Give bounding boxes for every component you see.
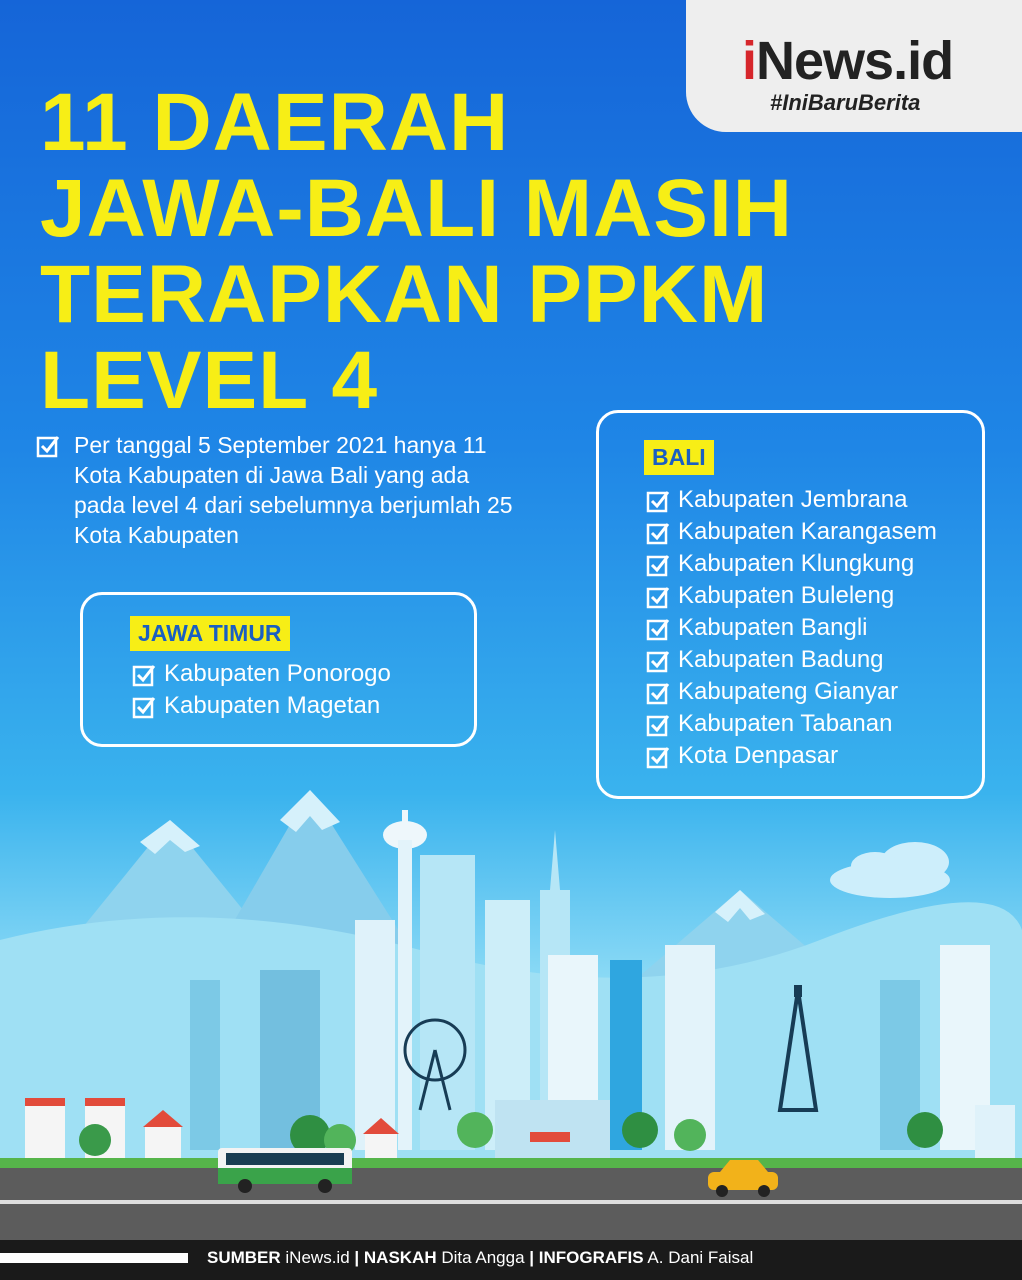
jatim-label: JAWA TIMUR [130, 616, 290, 651]
list-item [646, 708, 937, 740]
list-item [646, 548, 937, 580]
checkbox-icon [132, 663, 154, 685]
credit-separator: | [529, 1248, 535, 1267]
brand-logo-rest: News.id [756, 31, 954, 91]
list-item [646, 740, 937, 772]
headline-line-1: 11 DAERAH [40, 77, 510, 168]
list-item [646, 612, 937, 644]
credit-graphics-value: A. Dani Faisal [647, 1248, 754, 1267]
checkbox-icon [646, 745, 668, 767]
list-item-label: Kabupaten Ponorogo [164, 660, 391, 687]
brand-logo-prefix: i [742, 31, 757, 91]
bali-label: BALI [644, 440, 714, 475]
checkbox-icon [646, 521, 668, 543]
credit-separator: | [354, 1248, 360, 1267]
city-skyline-illustration [0, 780, 1022, 1240]
list-item-label: Kabupaten Karangasem [678, 518, 937, 545]
list-item [646, 580, 937, 612]
intro-text: Per tanggal 5 September 2021 hanya 11 Kota Kabupaten di Jawa Bali yang ada pada level 4 dari sebelumnya berjumlah 25 Kota Kabupaten [74, 432, 513, 548]
headline [40, 77, 793, 426]
checkbox-icon [646, 553, 668, 575]
checkbox-icon [646, 617, 668, 639]
headline-line-4: LEVEL 4 [40, 335, 379, 426]
checkbox-icon [36, 434, 58, 456]
checkbox-icon [132, 695, 154, 717]
list-item [646, 484, 937, 516]
checkbox-icon [646, 681, 668, 703]
headline-line-3: TERAPKAN PPKM [40, 249, 769, 340]
bali-list [646, 484, 937, 772]
brand-logo [742, 30, 972, 92]
list-item-label: Kabupaten Tabanan [678, 710, 893, 737]
credit-source-value: iNews.id [285, 1248, 350, 1267]
checkbox-icon [646, 489, 668, 511]
checkbox-icon [646, 713, 668, 735]
list-item-label: Kabupaten Jembrana [678, 486, 908, 513]
intro-note [36, 430, 516, 550]
credit-script-value: Dita Angga [441, 1248, 525, 1267]
list-item-label: Kabupaten Buleleng [678, 582, 895, 609]
list-item [132, 690, 391, 722]
list-item-label: Kota Denpasar [678, 742, 839, 769]
credit-source-label: SUMBER [207, 1248, 281, 1267]
list-item [646, 516, 937, 548]
credit-graphics-label: INFOGRAFIS [538, 1248, 644, 1267]
jatim-list [132, 658, 391, 722]
list-item-label: Kabupaten Klungkung [678, 550, 915, 577]
list-item [132, 658, 391, 690]
credits-text [207, 1248, 753, 1268]
footer-accent-bar [0, 1253, 188, 1263]
list-item-label: Kabupateng Gianyar [678, 678, 899, 705]
credits-footer [0, 1240, 1022, 1280]
list-item-label: Kabupaten Badung [678, 646, 884, 673]
list-item [646, 644, 937, 676]
list-item [646, 676, 937, 708]
checkbox-icon [646, 585, 668, 607]
checkbox-icon [646, 649, 668, 671]
headline-line-2: JAWA-BALI MASIH [40, 163, 793, 254]
brand-tagline: #IniBaruBerita [770, 90, 921, 115]
list-item-label: Kabupaten Magetan [164, 692, 381, 719]
list-item-label: Kabupaten Bangli [678, 614, 868, 641]
credit-script-label: NASKAH [363, 1248, 437, 1267]
